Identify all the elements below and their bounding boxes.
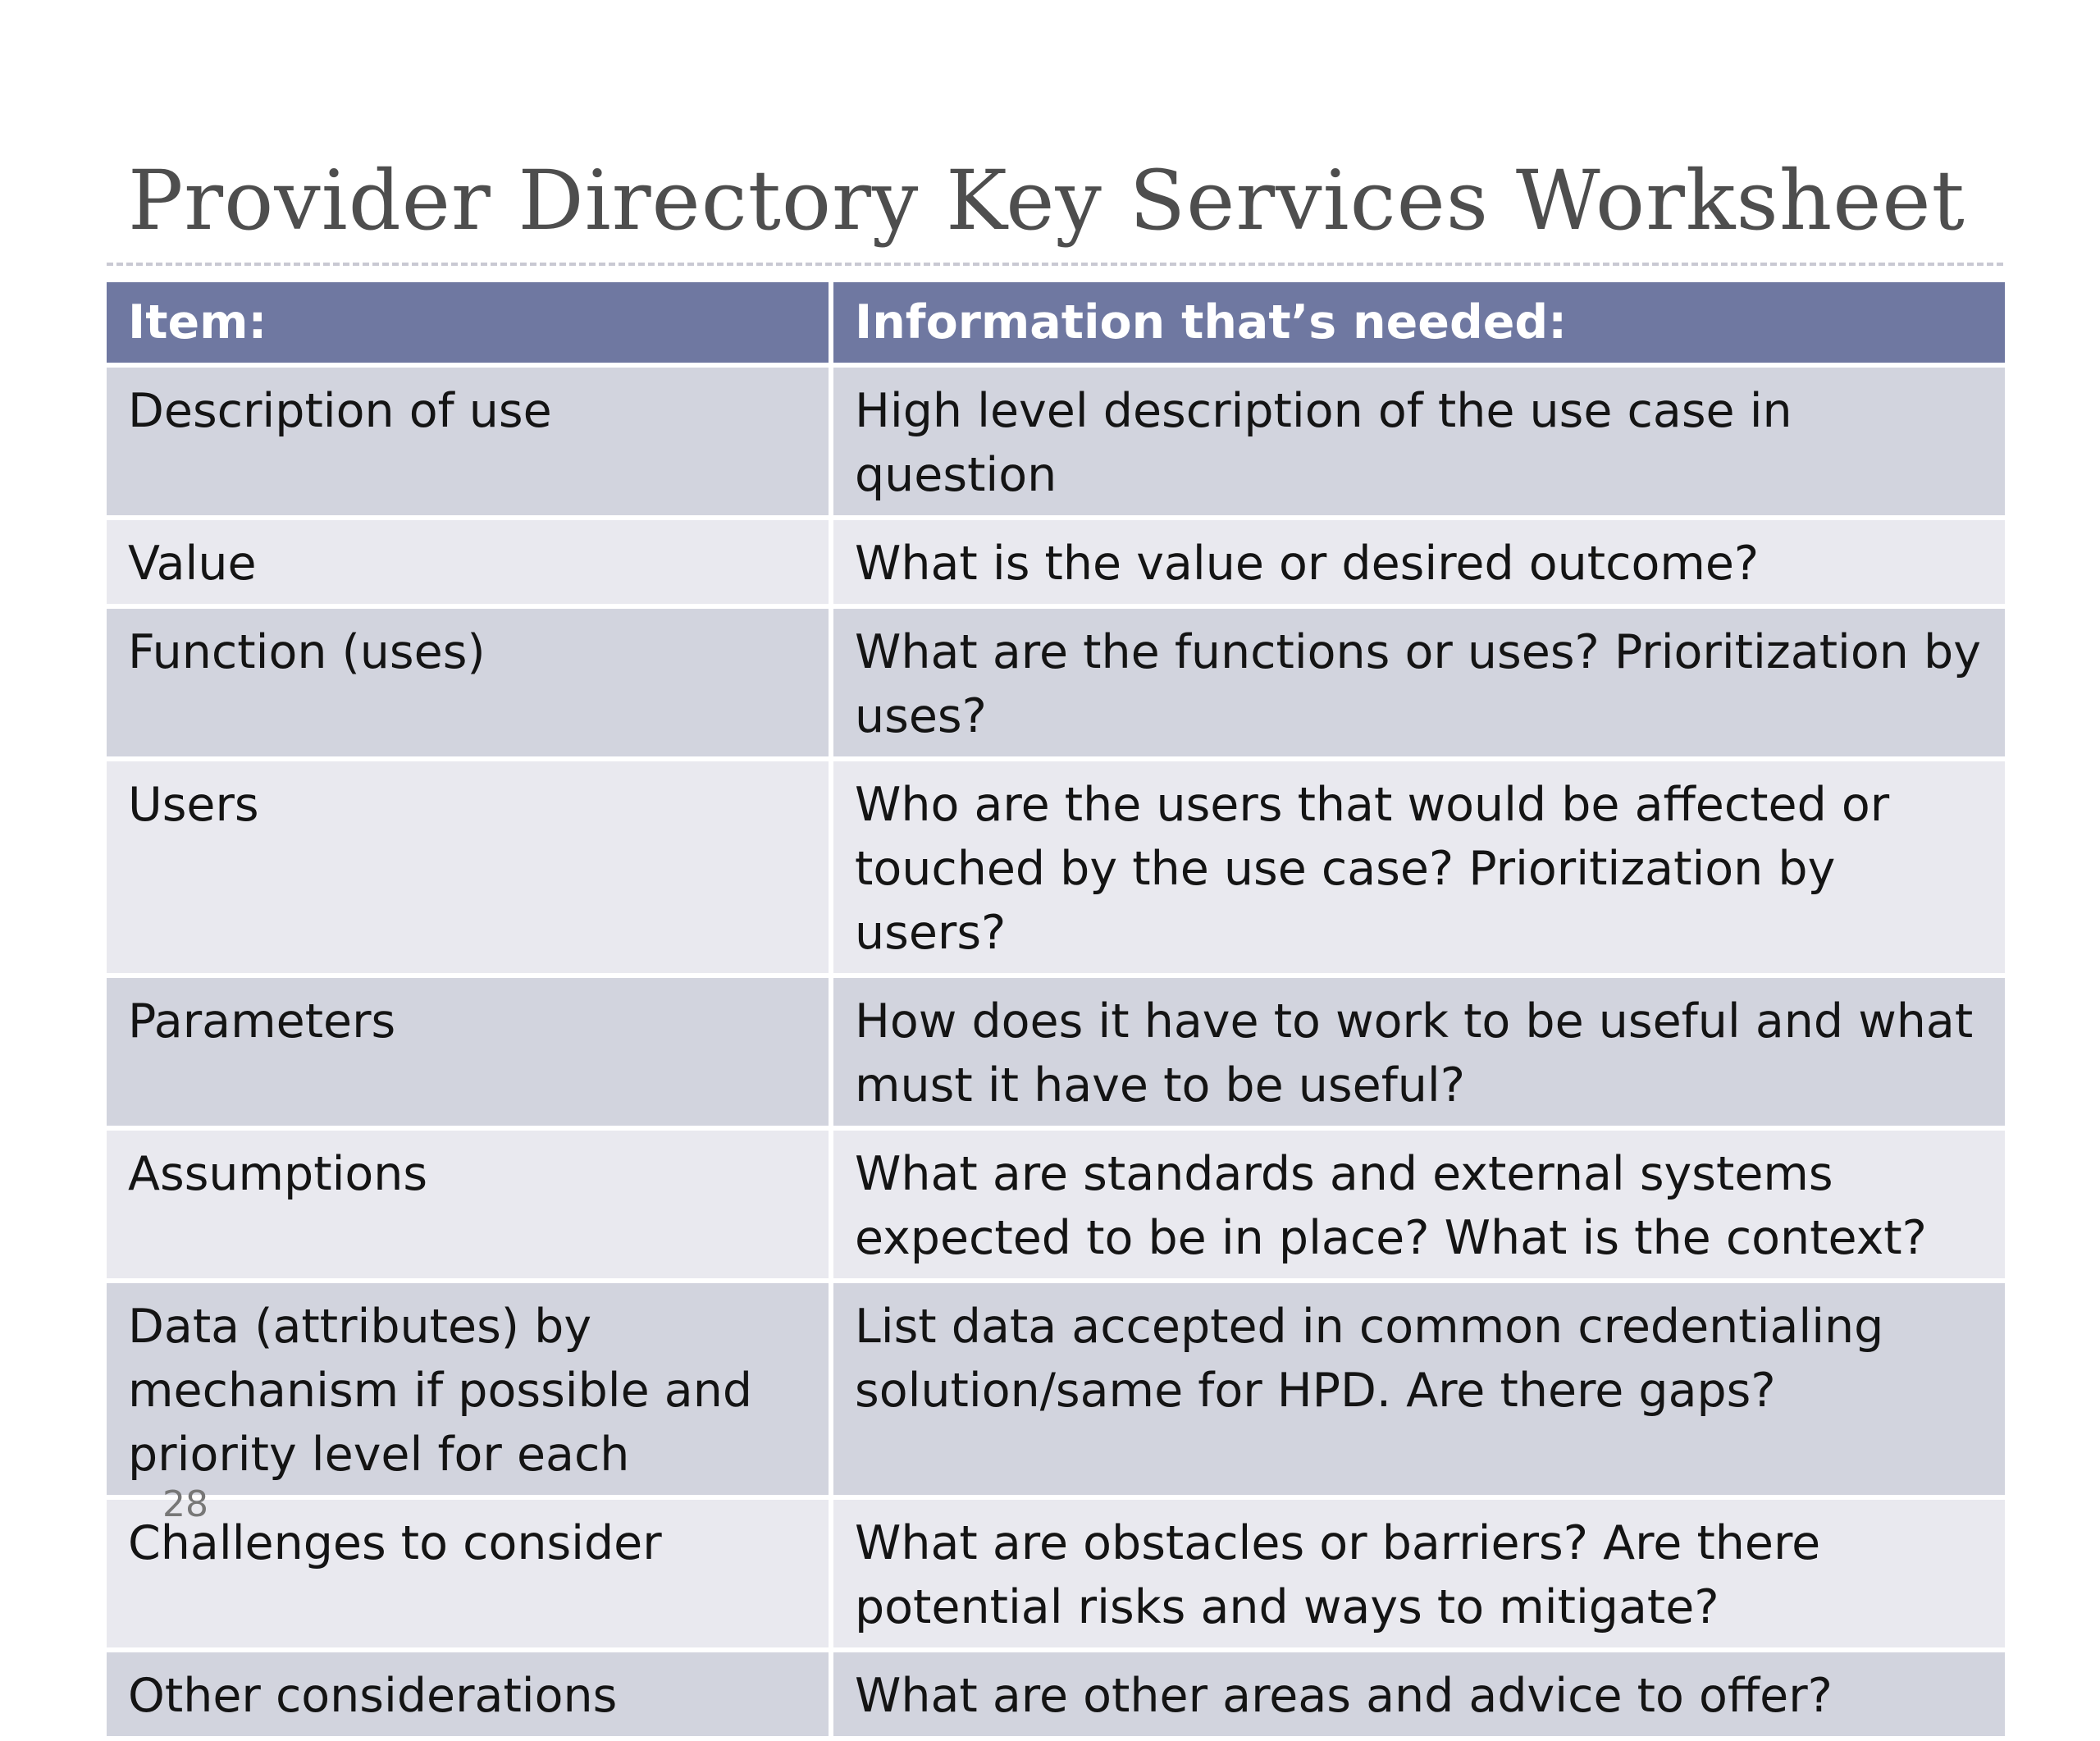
table-row xyxy=(107,978,2005,1131)
table-header-row xyxy=(107,282,2005,368)
slide-page-number: 28 xyxy=(162,1483,208,1525)
row-info-cell: What are other areas and advice to offer? xyxy=(829,1652,2005,1741)
row-item-cell: Function (uses) xyxy=(107,609,829,761)
table-row xyxy=(107,609,2005,761)
row-info-cell: What are the functions or uses? Prioritization by uses? xyxy=(829,609,2005,761)
column-header-info: Information that’s needed: xyxy=(829,282,2005,368)
table-row xyxy=(107,1283,2005,1500)
table-row xyxy=(107,1500,2005,1652)
table-row xyxy=(107,1652,2005,1741)
row-item-cell: Data (attributes) by mechanism if possible and priority level for each xyxy=(107,1283,829,1500)
slide-title: Provider Directory Key Services Worksheet xyxy=(128,153,1965,249)
worksheet-table xyxy=(107,282,2005,1741)
row-item-cell: Challenges to consider xyxy=(107,1500,829,1652)
row-info-cell: What is the value or desired outcome? xyxy=(829,520,2005,609)
table-row xyxy=(107,368,2005,520)
row-info-cell: High level description of the use case in question xyxy=(829,368,2005,520)
row-info-cell: How does it have to work to be useful and what must it have to be useful? xyxy=(829,978,2005,1131)
row-item-cell: Value xyxy=(107,520,829,609)
row-info-cell: Who are the users that would be affected or touched by the use case? Prioritization by users? xyxy=(829,761,2005,978)
row-item-cell: Assumptions xyxy=(107,1131,829,1283)
row-info-cell: What are standards and external systems expected to be in place? What is the context? xyxy=(829,1131,2005,1283)
row-item-cell: Other considerations xyxy=(107,1652,829,1741)
table-row xyxy=(107,1131,2005,1283)
table-row xyxy=(107,520,2005,609)
column-header-item: Item: xyxy=(107,282,829,368)
row-info-cell: List data accepted in common credentialing solution/same for HPD. Are there gaps? xyxy=(829,1283,2005,1500)
row-item-cell: Description of use xyxy=(107,368,829,520)
table-row xyxy=(107,761,2005,978)
row-info-cell: What are obstacles or barriers? Are there potential risks and ways to mitigate? xyxy=(829,1500,2005,1652)
row-item-cell: Users xyxy=(107,761,829,978)
title-divider xyxy=(107,263,2003,266)
row-item-cell: Parameters xyxy=(107,978,829,1131)
